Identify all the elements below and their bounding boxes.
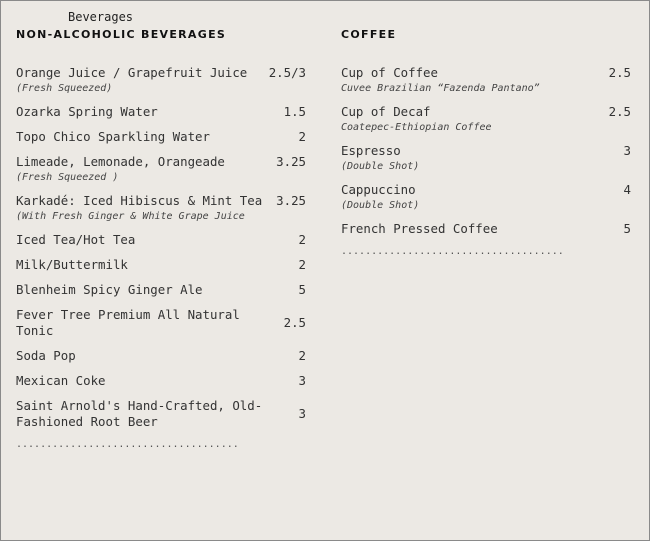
menu-item-row [341,182,631,198]
menu-item [16,307,306,339]
item-note: Cuvee Brazilian “Fazenda Pantano” [341,83,540,94]
item-name: Karkadé: Iced Hibiscus & Mint Tea [16,193,263,208]
item-name: Cappuccino [341,182,416,197]
item-price: 3.25 [276,154,306,169]
item-price: 5 [298,282,306,297]
item-name: Espresso [341,143,401,158]
menu-item-row [341,65,631,81]
item-name: Orange Juice / Grapefruit Juice [16,65,248,80]
item-note: (Double Shot) [341,161,420,172]
item-price: 2.5 [283,315,306,330]
item-price: 2 [298,257,306,272]
menu-item-row [341,143,631,159]
item-name: Limeade, Lemonade, Orangeade [16,154,225,169]
item-name: Iced Tea/Hot Tea [16,232,136,247]
menu-item-row [16,104,306,120]
menu-item-row [16,257,306,273]
item-note: (Double Shot) [341,200,420,211]
menu-item-row [16,348,306,364]
menu-item [341,143,631,173]
coffee-section [341,28,631,257]
menu-item-row [341,104,631,120]
item-name: Cup of Decaf [341,104,431,119]
item-note: (Fresh Squeezed) [16,83,113,94]
menu-item [341,221,631,237]
menu-item-row [16,65,306,81]
section-heading: COFFEE [341,28,397,41]
menu-item-row [341,221,631,237]
item-note: (With Fresh Ginger & White Grape Juice [16,211,245,222]
item-name: Topo Chico Sparkling Water [16,129,210,144]
menu-item [16,282,306,298]
item-name: Milk/Buttermilk [16,257,128,272]
menu-item [16,65,306,95]
item-note: Coatepec-Ethiopian Coffee [341,122,492,133]
menu-item [16,257,306,273]
menu-item [16,193,306,223]
item-price: 3 [298,406,306,421]
item-price: 3 [298,373,306,388]
menu-item-row [16,154,306,170]
menu-item-row [16,232,306,248]
menu-item [16,104,306,120]
menu-item [341,65,631,95]
menu-item-row [16,282,306,298]
item-name: Saint Arnold's Hand-Crafted, Old-Fashioned Root Beer [16,398,263,429]
menu-item-row [16,307,306,339]
item-note: (Fresh Squeezed ) [16,172,119,183]
item-price: 2 [298,129,306,144]
item-price: 2.5/3 [268,65,306,80]
menu-item-row [16,373,306,389]
menu-item [16,348,306,364]
item-price: 2.5 [608,65,631,80]
item-name: Cup of Coffee [341,65,438,80]
menu-item-row [16,398,306,430]
item-name: Fever Tree Premium All Natural Tonic [16,307,240,338]
menu-item [16,232,306,248]
menu-item [16,373,306,389]
item-name: Soda Pop [16,348,76,363]
menu-item [16,398,306,430]
item-name: French Pressed Coffee [341,221,498,236]
menu-item-row [16,193,306,209]
menu-item-row [16,129,306,145]
page-title: Beverages [68,10,134,24]
menu-item [16,129,306,145]
item-price: 3 [623,143,631,158]
item-list [341,65,631,237]
non-alcoholic-section [16,28,306,450]
item-price: 2.5 [608,104,631,119]
item-price: 1.5 [283,104,306,119]
menu-item [341,182,631,212]
dotted-divider: ..................................... [341,246,564,257]
item-name: Blenheim Spicy Ginger Ale [16,282,203,297]
item-price: 2 [298,348,306,363]
item-list [16,65,306,430]
item-price: 2 [298,232,306,247]
section-heading: NON-ALCOHOLIC BEVERAGES [16,28,227,41]
menu-item [341,104,631,134]
dotted-divider: ..................................... [16,439,239,450]
item-price: 5 [623,221,631,236]
item-name: Mexican Coke [16,373,106,388]
item-price: 4 [623,182,631,197]
menu-item [16,154,306,184]
item-name: Ozarka Spring Water [16,104,158,119]
item-price: 3.25 [276,193,306,208]
